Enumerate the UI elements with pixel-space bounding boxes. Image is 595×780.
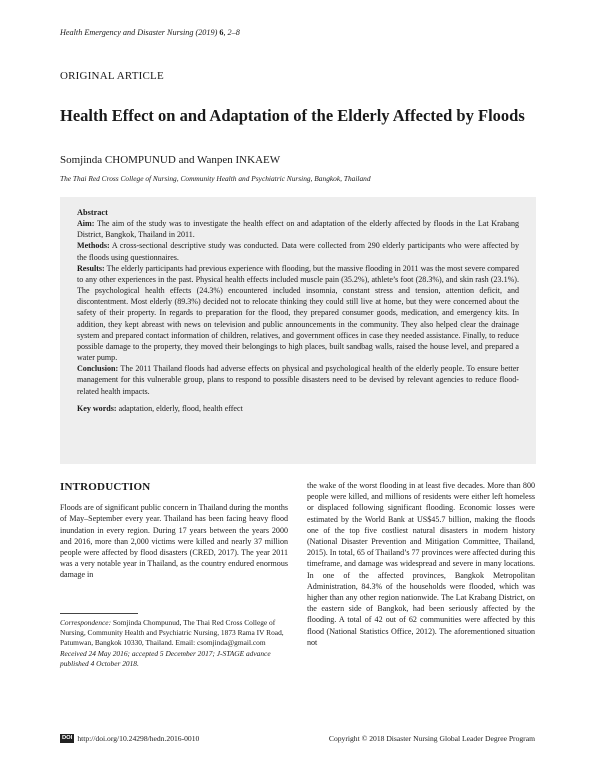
abstract-box xyxy=(60,197,536,464)
results-label: Results: xyxy=(77,263,105,273)
affiliation: The Thai Red Cross College of Nursing, Community Health and Psychiatric Nursing, Bangkok, Thailand xyxy=(60,174,371,183)
article-title: Health Effect on and Adaptation of the Elderly Affected by Floods xyxy=(60,106,525,125)
intro-paragraph-right: the wake of the worst flooding in at least five decades. More than 800 people were killed, and millions of residents were either left homeless or displaced following significant flooding. Economic losses were estimated by the World Bank at US$45.7 billion, making the floods one of the top five costliest natural disasters in modern history (National Disaster Prevention and Mitigation Committee, Thailand, 2015). In total, 65 of Thailand’s 77 provinces were affected during this timeframe, and damage was widespread and severe in many locations. In one of the affected provinces, Bangkok Metropolitan Administration, 84.3% of the households were flooded, which was higher than any other region nationwide. The Lat Krabang District, on the eastern side of Bangkok, had been seriously affected by the flooding. A total of 42 out of 62 communities were affected by this flood (National Statistics Office, 2012). The aforementioned situation not xyxy=(307,481,535,647)
abstract-conclusion xyxy=(77,363,519,396)
journal-name: Health Emergency and Disaster Nursing xyxy=(60,28,194,37)
abstract-aim xyxy=(77,218,519,240)
keywords-text: adaptation, elderly, flood, health effect xyxy=(118,403,243,413)
intro-paragraph-left: Floods are of significant public concern in Thailand during the months of May–September every year. Thailand has been facing heavy flood inundation in every region. During 17 years between the years 2000 and 2016, more than 2,000 victims were killed and nearly 37 million people were affected by flood disasters (CRED, 2017). The year 2011 was a very notable year in Thailand, as the country endured enormous damage in xyxy=(60,503,288,580)
journal-year: (2019) xyxy=(195,28,218,37)
abstract-keywords xyxy=(77,403,519,414)
correspondence xyxy=(60,618,288,649)
doi-line xyxy=(60,734,199,743)
keywords-label: Key words: xyxy=(77,403,117,413)
methods-label: Methods: xyxy=(77,241,110,251)
abstract-methods xyxy=(77,240,519,262)
authors: Somjinda CHOMPUNUD and Wanpen INKAEW xyxy=(60,154,281,166)
running-head xyxy=(60,28,240,37)
doi-icon: DOI xyxy=(62,735,73,741)
results-text: The elderly participants had previous experience with flooding, but the massive flooding in 2011 was the most severe compared to any other experiences in the past. Physical health effects included muscle pain (35.2%), athlete’s foot (28.3%), and skin rash (23.1%). The psychological health effects (24.3%) encountered included insomnia, constant stress and tension, attention deficit, and discontentment. Most elderly (89.3%) decided not to relocate thinking they could still live at home, but they were concerned about the safety of their property. In regards to preparation for the flood, they prepared consumer goods, medication, and emergency kits. In addition, they kept abreast with news on television and public announcements in the community. They also helped clear the drainage system and prepared contact information of children, relatives, and government offices in case they needed assistance. Finally, to reduce possible damage to the property, they moved their belongings to high places, built sandbag walls, raised the house level, and prepared a water pump. xyxy=(77,263,519,363)
footnote xyxy=(60,618,288,669)
footnote-divider xyxy=(60,613,138,614)
methods-text: A cross-sectional descriptive study was conducted. Data were collected from 290 elderly participants who were affected by the floods using questionnaires. xyxy=(77,241,519,262)
introduction-heading: INTRODUCTION xyxy=(60,481,151,493)
correspondence-label: Correspondence: xyxy=(60,618,112,627)
abstract-results xyxy=(77,263,519,363)
copyright: Copyright © 2018 Disaster Nursing Global Leader Degree Program xyxy=(328,734,535,743)
aim-label: Aim: xyxy=(77,219,95,229)
abstract-heading: Abstract xyxy=(77,208,108,217)
doi-link[interactable]: http://doi.org/10.24298/hedn.2016-0010 xyxy=(77,734,200,743)
intro-right-column xyxy=(307,480,535,648)
intro-left-column xyxy=(60,480,288,581)
aim-text: The aim of the study was to investigate the health effect on and adaptation of the elderly affected by floods in the Lat Krabang District, Bangkok, Thailand in 2011. xyxy=(77,219,519,240)
journal-pages: , 2–8 xyxy=(223,28,240,37)
received-dates: Received 24 May 2016; accepted 5 December 2017; J-STAGE advance published 4 October 2018. xyxy=(60,648,271,668)
article-type: ORIGINAL ARTICLE xyxy=(60,70,164,82)
conclusion-text: The 2011 Thailand floods had adverse effects on physical and psychological health of the elderly people. To ensure better management for this vulnerable group, plans to respond to possible disasters need to be devised by relevant agencies to reduce flood-related health impacts. xyxy=(77,364,519,396)
correspondence-text: Somjinda Chompunud, The Thai Red Cross College of Nursing, Community Health and Psychiatric Nursing, 1873 Rama IV Road, Patumwan, Bangkok 10330, Thailand. Email: csomjinda@gmail.com xyxy=(60,618,284,648)
journal-volume: 6 xyxy=(219,28,224,37)
conclusion-label: Conclusion: xyxy=(77,364,119,374)
